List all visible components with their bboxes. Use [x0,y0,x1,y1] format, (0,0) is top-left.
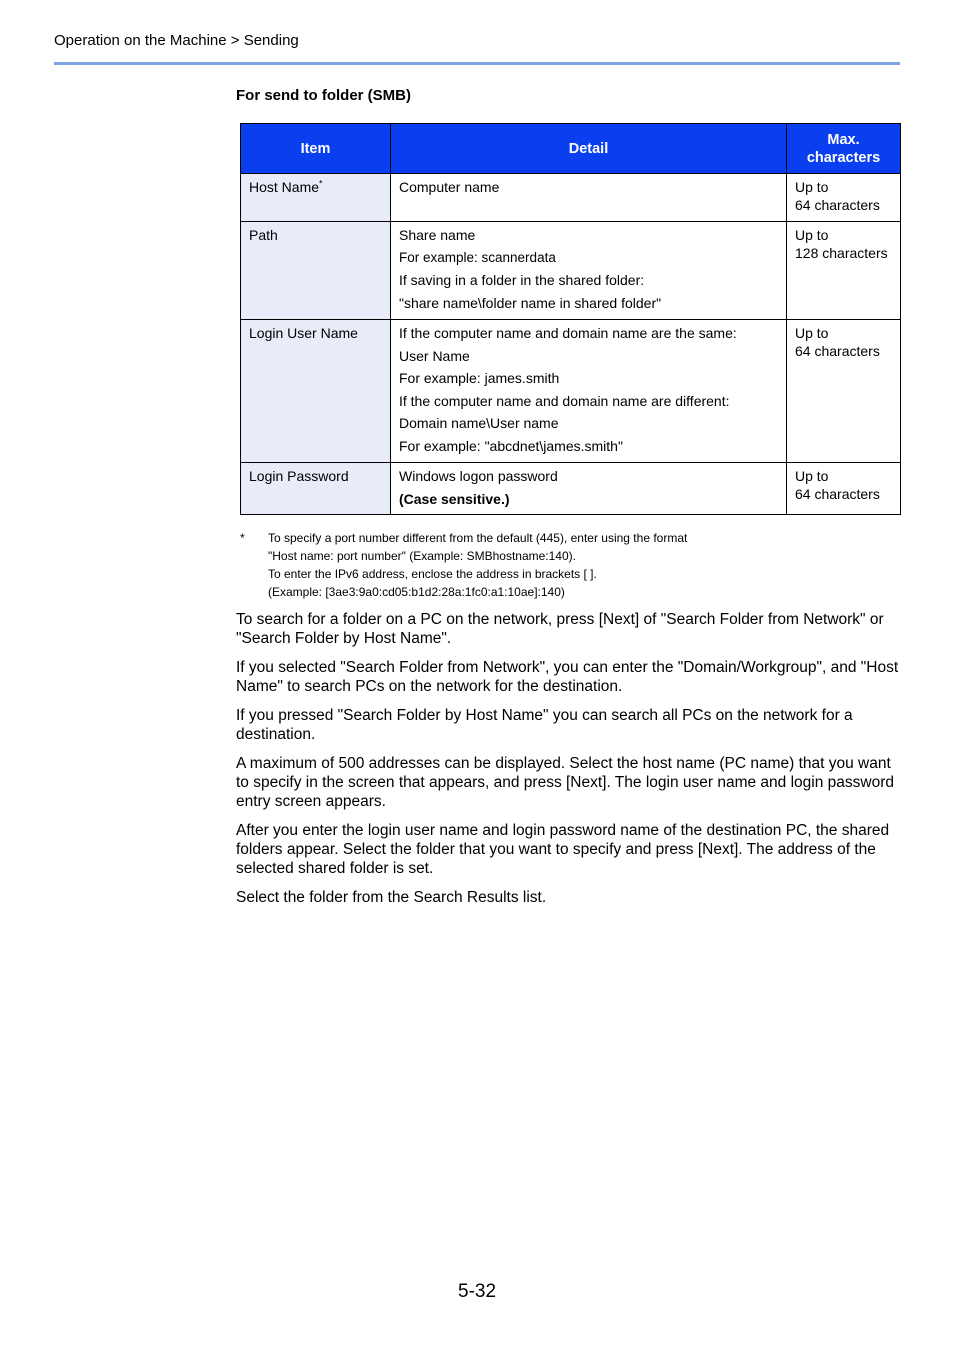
row-max [787,320,901,463]
row-max [787,222,901,320]
paragraph: If you pressed "Search Folder by Host Name" you can search all PCs on the network for a destination. [236,707,853,743]
table-row [241,174,901,222]
row-detail [391,222,787,320]
paragraph: A maximum of 500 addresses can be displayed. Select the host name (PC name) that you want to specify in the screen that appears, and press [Next]. The login user name and login password entry screen appears. [236,755,894,810]
header-max-characters [787,124,901,174]
paragraph: To search for a folder on a PC on the network, press [Next] of "Search Folder from Network" or "Search Folder by Host Name". [236,611,884,647]
paragraph: If you selected "Search Folder from Network", you can enter the "Domain/Workgroup", and "Host Name" to search PCs on the network for the destination. [236,659,899,695]
row-detail [391,463,787,515]
row-detail [391,174,787,222]
row-detail [391,320,787,463]
row-item-login-user-name [241,320,391,463]
row-item-path [241,222,391,320]
item-label: Login User Name [249,325,358,341]
max-line: Up to [795,325,829,341]
detail-line: Domain name\User name [399,415,559,431]
header-divider [54,62,900,65]
row-max [787,174,901,222]
max-line: 64 characters [795,486,880,502]
row-item-host-name [241,174,391,222]
detail-line: For example: james.smith [399,370,560,386]
detail-line: "share name\folder name in shared folder" [399,294,662,311]
max-line: 64 characters [795,343,880,359]
detail-line: Computer name [399,179,500,195]
footnote-mark: * [319,178,323,189]
detail-line: For example: "abcdnet\james.smith" [399,437,623,454]
footnote-line: "Host name: port number" (Example: SMBhostname:140). [268,549,576,563]
body-text [236,610,902,917]
item-label: Path [249,227,278,243]
detail-line: Share name [399,227,476,243]
max-line: 64 characters [795,197,880,213]
header-max-line2: characters [806,149,881,166]
item-label: Host Name [249,179,320,195]
table-row [241,320,901,463]
max-line: Up to [795,468,829,484]
footnote-line: To specify a port number different from the default (445), enter using the format [268,531,688,545]
header-max-line1: Max. [827,131,860,148]
table-header-row [241,124,901,174]
item-label: Login Password [249,468,349,484]
section-title: For send to folder (SMB) [236,87,411,104]
detail-line-case-sensitive: (Case sensitive.) [399,490,510,507]
footnote-line: (Example: [3ae3:9a0:cd05:b1d2:28a:1fc0:a1:10ae]:140) [268,585,565,599]
detail-line: Windows logon password [399,468,558,484]
paragraph: After you enter the login user name and login password name of the destination PC, the shared folders appear. Select the folder that you want to specify and press [Next]. The address of the selected shared folder is set. [236,822,890,877]
paragraph: Select the folder from the Search Results list. [236,889,547,906]
header-detail: Detail [391,124,787,174]
max-line: 128 characters [795,245,888,261]
smb-settings-table [240,123,901,515]
detail-line: If the computer name and domain name are different: [399,392,730,409]
detail-line: User Name [399,347,470,364]
footnote [240,529,900,601]
footnote-asterisk: * [240,531,245,545]
breadcrumb: Operation on the Machine > Sending [54,32,299,49]
header-item: Item [241,124,391,174]
table-row [241,463,901,515]
table-row [241,222,901,320]
detail-line: If the computer name and domain name are the same: [399,325,737,341]
detail-line: For example: scannerdata [399,249,556,265]
footnote-line: To enter the IPv6 address, enclose the address in brackets [ ]. [268,567,597,581]
max-line: Up to [795,179,829,195]
page-number: 5-32 [458,1281,497,1302]
row-item-login-password [241,463,391,515]
detail-line: If saving in a folder in the shared folder: [399,272,645,288]
max-line: Up to [795,227,829,243]
row-max [787,463,901,515]
footnote-text [268,529,900,601]
